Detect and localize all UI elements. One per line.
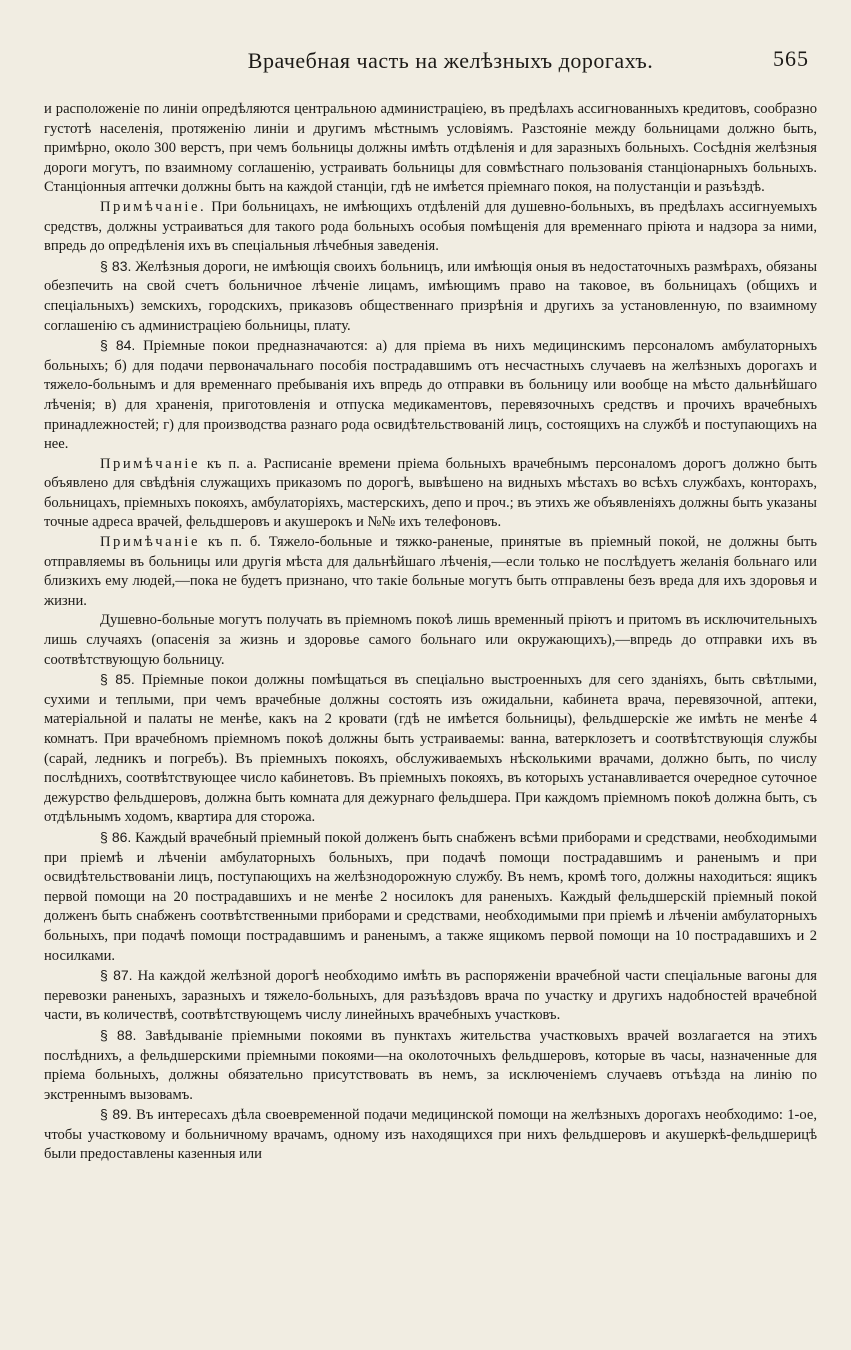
section-number: § 89. xyxy=(100,1106,132,1123)
paragraph-text: къ п. б. Тяжело-больные и тяжко-раненые, принятые въ пріемный покой, не должны быть отправляемы въ больницы или другія мѣста для дальнѣйшаго лѣченія,—если только не послѣдуетъ желанія больнаго или близкихъ ему людей,—пока не будетъ признано, что такіе больные могутъ быть отправлены безъ вреда для ихъ здоровья и жизни. xyxy=(44,534,817,609)
paragraph-text: Завѣдываніе пріемными покоями въ пунктахъ жительства участковыхъ врачей возлагается на этихъ послѣднихъ, а фельдшерскими пріемными покоями—на околоточныхъ фельдшеровъ, которые въ часы, назначенные для пріема больныхъ, должны обязательно присутствовать въ немъ, за исключеніемъ случаевъ отъѣзда на линію по экстреннымъ вызовамъ. xyxy=(44,1027,818,1103)
paragraph-text: Пріемные покои должны помѣщаться въ спеціально выстроенныхъ для сего зданіяхъ, быть свѣтлыми, сухими и теплыми, при чемъ врачебные должны состоять изъ ожидальни, кабинета врача, перевязочной, аптеки, матеріальной и палаты не менѣе, какъ на 2 кровати (гдѣ не имѣется больницы), фельдшерскіе же имѣть не менѣе 4 комнатъ. При врачебномъ пріемномъ покоѣ должны быть устраиваемы: ванна, ватерклозетъ и соотвѣтствующія службы (сарай, ледникъ и погребъ). Въ пріемныхъ покояхъ, обслуживаемыхъ нѣсколькими врачами, должно быть, по числу послѣднихъ, соотвѣтствующее число кабинетовъ. Въ пріемныхъ покояхъ, въ которыхъ устанавливается очередное суточное дежурство фельдшеровъ, должна быть комната для дежурнаго фельдшера. При каждомъ пріемномъ покоѣ должна быть, съ отдѣльнымъ ходомъ, квартира для сторожа. xyxy=(44,672,818,826)
paragraph xyxy=(44,1105,817,1165)
paragraph xyxy=(44,533,817,611)
paragraph xyxy=(44,198,817,257)
section-number: § 85. xyxy=(100,671,135,688)
note-label: Примѣчаніе xyxy=(100,534,200,551)
section-number: § 86. xyxy=(100,828,132,845)
paragraph xyxy=(44,828,817,966)
page-number: 565 xyxy=(773,46,809,71)
body-text xyxy=(44,100,817,1165)
paragraph-text: и расположеніе по линіи опредѣляются центральною администраціею, въ предѣлахъ ассигнованныхъ кредитовъ, сообразно густотѣ населенія, протяженію линіи и другимъ мѣстнымъ условіямъ. Разстояніе между больницами должно быть, примѣрно, около 300 верстъ, при чемъ больницы должны имѣть отдѣленія и для заразныхъ больныхъ. Сосѣднія желѣзныя дороги могутъ, по взаимному соглашенію, устраивать больницы для совмѣстнаго пользованія станціонарныхъ больныхъ. Станціонныя аптечки должны быть на каждой станціи, гдѣ не имѣется пріемнаго покоя, на полустанціи и разъѣздѣ. xyxy=(44,101,817,196)
section-number: § 83. xyxy=(100,257,132,274)
paragraph xyxy=(44,966,817,1026)
paragraph xyxy=(44,1026,817,1105)
paragraph xyxy=(44,100,817,198)
paragraph xyxy=(44,336,817,455)
paragraph-text: На каждой желѣзной дорогѣ необходимо имѣть въ распоряженіи врачебной части спеціальные вагоны для перевозки раненыхъ, заразныхъ и тяжело-больныхъ, для разъѣздовъ врача по участку и другихъ надобностей врачебной части, въ количествѣ, соотвѣтствующемъ числу линейныхъ врачебныхъ участковъ. xyxy=(44,968,817,1024)
running-title: Врачебная часть на желѣзныхъ дорогахъ. xyxy=(247,48,654,73)
paragraph-text: Пріемные покои предназначаются: а) для пріема въ нихъ медицинскимъ персоналомъ амбулаторныхъ больныхъ; б) для подачи первоначальнаго пособія пострадавшимъ отъ несчастныхъ случаевъ на желѣзныхъ дорогахъ и тяжело-больнымъ и для временнаго пребыванія ихъ впредь до отправки въ больницу или вообще на мѣсто дальнѣйшаго лѣченія; в) для храненія, приготовленія и отпуска медикаментовъ, перевязочныхъ средствъ и прочихъ врачебныхъ принадлежностей; г) для производства разнаго рода освидѣтельствованій лицъ, состоящихъ на службѣ и поступающихъ на нее. xyxy=(44,338,817,453)
paragraph xyxy=(44,257,817,336)
paragraph xyxy=(44,670,817,828)
paragraph-text: Душевно-больные могутъ получать въ пріемномъ покоѣ лишь временный пріютъ и притомъ въ исключительныхъ лишь случаяхъ (опасенія за жизнь и здоровье самого больнаго или окружающихъ),—впредь до отправки ихъ въ соотвѣтствующую больницу. xyxy=(44,612,817,668)
note-label: Примѣчаніе. xyxy=(100,198,207,215)
section-number: § 84. xyxy=(100,337,136,354)
note-label: Примѣчаніе xyxy=(100,455,200,472)
paragraph-text: При больницахъ, не имѣющихъ отдѣленій для душевно-больныхъ, въ предѣлахъ ассигнуемыхъ средствъ, должны устраиваться для такого рода больныхъ особыя помѣщенія для временнаго пріюта и надзора за ними, впредь до опредѣленія ихъ въ спеціальныя лѣчебныя заведенія. xyxy=(44,198,817,255)
paragraph-text: къ п. а. Расписаніе времени пріема больныхъ врачебнымъ персоналомъ дорогъ должно быть объявлено для свѣдѣнія служащихъ приказомъ по дорогѣ, вывѣшено на видныхъ мѣстахъ во всѣхъ службахъ, конторахъ, больницахъ, пріемныхъ покояхъ, амбулаторіяхъ, мастерскихъ, депо и проч.; въ этихъ же объявленіяхъ должны быть указаны точные адреса врачей, фельдшеровъ и акушерокъ и №№ ихъ телефоновъ. xyxy=(44,455,817,531)
section-number: § 88. xyxy=(100,1026,137,1043)
paragraph xyxy=(44,455,817,533)
paragraph-text: Желѣзныя дороги, не имѣющія своихъ больницъ, или имѣющія оныя въ недостаточныхъ размѣрахъ, обязаны обезпечить на свой счетъ больничное лѣченіе лицамъ, имѣющимъ право на таковое, въ больницахъ (общихъ и спеціальныхъ) земскихъ, городскихъ, приказовъ общественнаго призрѣнія и другихъ за установленную, по взаимному соглашенію съ администраціею больницы, плату. xyxy=(44,258,818,334)
section-number: § 87. xyxy=(100,967,133,984)
page-header xyxy=(44,44,817,84)
paragraph-text: Въ интересахъ дѣла своевременной подачи медицинской помощи на желѣзныхъ дорогахъ необходимо: 1-ое, чтобы участковому и больничному врачамъ, одному изъ находящихся при нихъ фельдшеровъ и акушеркѣ-фельдшерицѣ были предоставлены казенныя или xyxy=(44,1107,818,1163)
paragraph xyxy=(44,611,817,670)
paragraph-text: Каждый врачебный пріемный покой долженъ быть снабженъ всѣми приборами и средствами, необходимыми при пріемѣ и лѣченіи амбулаторныхъ больныхъ, при подачѣ помощи пострадавшимъ и раненымъ и при освидѣтельствованіи лицъ, поступающихъ на желѣзнодорожную службу. Въ немъ, кромѣ того, должны находиться: ящикъ первой помощи на 20 пострадавшихъ и не менѣе 2 носилокъ для раненыхъ. Каждый фельдшерскій пріемный покой долженъ быть снабженъ соотвѣтственными приборами и средствами, необходимыми при пріемѣ и лѣченіи амбулаторныхъ больныхъ, при подачѣ помощи пострадавшимъ и раненымъ, а также ящикомъ первой помощи на 10 пострадавшихъ и 2 носилками. xyxy=(44,829,817,964)
